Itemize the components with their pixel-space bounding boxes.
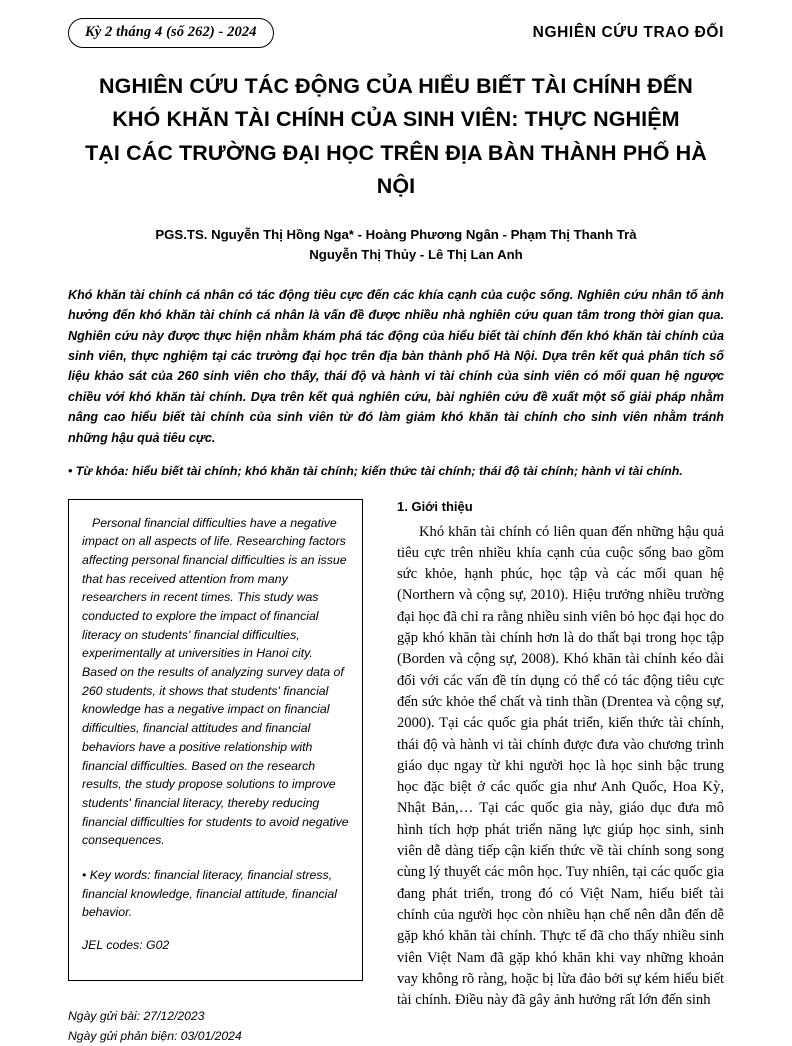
two-column-body — [68, 499, 724, 1046]
page-header — [68, 18, 724, 48]
abstract-english: Personal financial difficulties have a negative impact on all aspects of life. Researching factors affecting personal financial difficulties is an issue that has received attention from many researchers in recent times. This study was conducted to explore the impact of financial literacy on students' financial difficulties, experimentally at universities in Hanoi city. Based on the results of analyzing survey data of 260 students, it shows that students' financial knowledge has a negative impact on financial difficulties, financial attitudes and financial behaviors have a positive relationship with financial difficulties. Based on the research results, the study propose solutions to improve students' financial literacy, thereby reducing financial difficulties for students to avoid negative consequences. — [82, 515, 349, 848]
date-reviewed: Ngày gửi phản biện: 03/01/2024 — [68, 1028, 242, 1043]
right-column — [397, 499, 724, 1012]
page-title — [68, 70, 724, 203]
author-list — [68, 225, 724, 265]
section-heading-introduction: 1. Giới thiệu — [397, 498, 473, 514]
abstract-english-box — [68, 499, 363, 982]
abstract-vietnamese: Khó khăn tài chính cá nhân có tác động tiêu cực đến các khía cạnh của cuộc sống. Nghiên cứu nhân tố ảnh hưởng đến khó khăn tài chính cá nhân là vấn đề được nhiều nhà nghiên cứu quan tâm trong thời gian qua. Nghiên cứu này được thực hiện nhằm khám phá tác động của hiểu biết tài chính đến khó khăn tài chính của sinh viên, thực nghiệm tại các trường đại học trên địa bàn thành phố Hà Nội. Dựa trên kết quả phân tích số liệu khảo sát của 260 sinh viên cho thấy, thái độ và hành vi tài chính của sinh viên có mối quan hệ ngược chiều với khó khăn tài chính. Dựa trên kết quả nghiên cứu, bài nghiên cứu đề xuất một số giải pháp nhằm nâng cao hiểu biết tài chính của sinh viên từ đó làm giảm khó khăn tài chính cho sinh viên nhằm tránh những hậu quả tiêu cực. — [68, 287, 724, 445]
title-line-1: NGHIÊN CỨU TÁC ĐỘNG CỦA HIỂU BIẾT TÀI CHÍNH ĐẾN — [99, 74, 693, 98]
keywords-english: • Key words: financial literacy, financial stress, financial knowledge, financial attitude, financial behavior. — [82, 867, 337, 920]
jel-codes: JEL codes: G02 — [82, 938, 170, 953]
author-line-1: PGS.TS. Nguyễn Thị Hồng Nga* - Hoàng Phương Ngân - Phạm Thị Thanh Trà — [155, 227, 637, 243]
section-paragraph-introduction: Khó khăn tài chính có liên quan đến những hậu quả tiêu cực trên nhiều khía cạnh của cuộc sống bao gồm sức khỏe, hạnh phúc, học tập và các mối quan hệ (Northern và cộng sự, 2010). Hiệu trưởng nhiều trường đại học đã chỉ ra rằng nhiều sinh viên bỏ học đại học do gặp khó khăn tài chính hơn là do thất bại trong học tập (Borden và cộng sự, 2008). Khó khăn tài chính kéo dài đối với các vấn đề tín dụng có thể có tác động tiêu cực đến sức khỏe thể chất và tinh thần (Drentea và cộng sự, 2000). Tại các quốc gia phát triển, kiến thức tài chính, thái độ và hành vi tài chính được đưa vào chương trình giáo dục ngay từ khi người học là học sinh bậc trung học đặc biệt ở các quốc gia như Anh Quốc, Hoa Kỳ, Nhật Bản,… Tại các quốc gia này, giáo dục đưa mô hình tích hợp phát triển năng lực giúp học sinh, sinh viên dễ dàng tiếp cận kiến thức về tài chính song song cùng lý thuyết các môn học. Tuy nhiên, tại các quốc gia đang phát triển, trong đó có Việt Nam, hiểu biết tài chính của người học còn nhiều hạn chế nên dẫn đến dễ gặp khó khăn tài chính. Thực tế đã cho thấy nhiều sinh viên Việt Nam đã gặp khó khăn khi vay những khoản vay không rõ ràng, hoặc bị lừa đảo bởi sự kém hiểu biết tài chính. Điều này đã gây ảnh hưởng rất lớn đến sinh — [397, 523, 724, 1009]
title-line-3: TẠI CÁC TRƯỜNG ĐẠI HỌC TRÊN ĐỊA BÀN THÀNH PHỐ HÀ NỘI — [85, 140, 707, 198]
page-content — [68, 18, 724, 1046]
author-line-2: Nguyễn Thị Thủy - Lê Thị Lan Anh — [309, 247, 523, 263]
journal-section-title: NGHIÊN CỨU TRAO ĐỔI — [532, 24, 724, 41]
submission-dates — [68, 1007, 363, 1046]
issue-badge: Kỳ 2 tháng 4 (số 262) - 2024 — [68, 18, 274, 48]
keywords-vietnamese: • Từ khóa: hiểu biết tài chính; khó khăn tài chính; kiến thức tài chính; thái độ tài chính; hành vi tài chính. — [68, 463, 683, 478]
left-column — [68, 499, 363, 1046]
title-line-2: KHÓ KHĂN TÀI CHÍNH CỦA SINH VIÊN: THỰC NGHIỆM — [112, 107, 680, 132]
date-submitted: Ngày gửi bài: 27/12/2023 — [68, 1009, 205, 1024]
